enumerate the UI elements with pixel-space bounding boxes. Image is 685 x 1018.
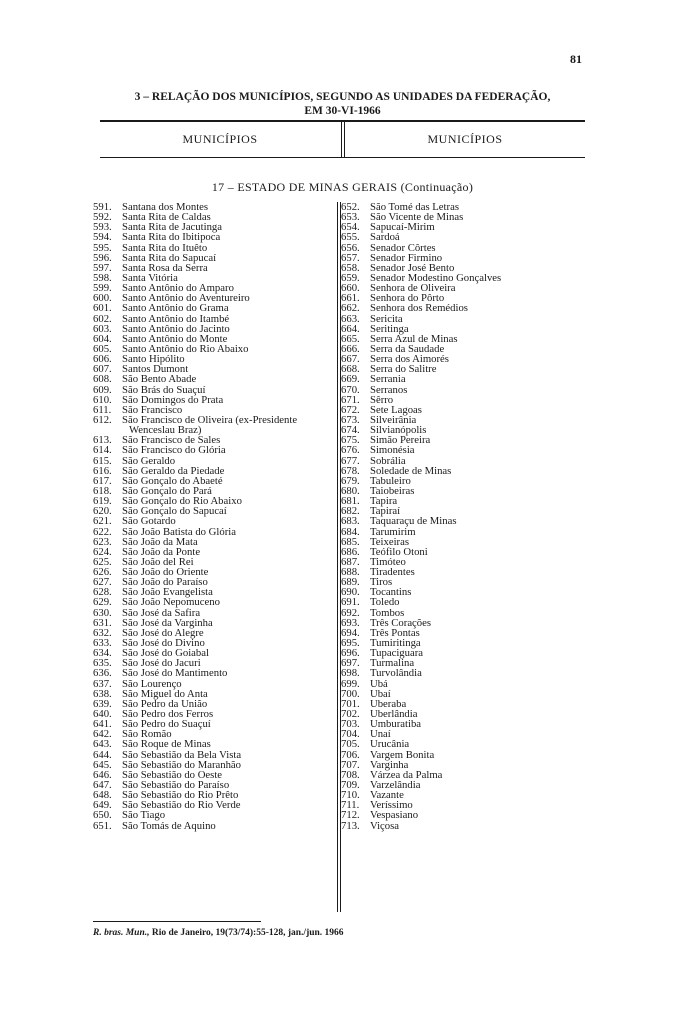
municipality-name: Senhora dos Remédios (370, 302, 468, 315)
municipality-name: Santa Rita do Ibitipoca (122, 231, 221, 244)
municipality-number: 592. (93, 211, 112, 224)
municipality-entry (93, 821, 336, 831)
municipality-name: São João do Oriente (122, 566, 209, 579)
municipality-number: 678. (341, 464, 360, 477)
municipality-name: São Francisco (122, 403, 183, 416)
municipality-number: 660. (341, 282, 360, 295)
municipality-number: 639. (93, 697, 112, 710)
municipality-name: São Pedro dos Ferros (122, 708, 214, 721)
municipality-name: São Geraldo da Piedade (122, 464, 225, 477)
municipality-number: 621. (93, 515, 112, 528)
municipality-number: 676. (341, 444, 360, 457)
municipality-name: Tiradentes (370, 566, 415, 579)
municipality-name: Tapiraí (370, 505, 401, 518)
municipality-name: Umburatiba (370, 718, 422, 731)
state-title: 17 – ESTADO DE MINAS GERAIS (Continuação) (211, 180, 474, 194)
municipality-number: 649. (93, 799, 112, 812)
municipality-number: 698. (341, 667, 360, 680)
footer-citation (93, 928, 344, 938)
municipality-name: Uberaba (370, 697, 407, 710)
municipality-number: 711. (341, 799, 360, 812)
municipality-number: 633. (93, 637, 112, 650)
municipality-number: 692. (341, 606, 360, 619)
municipality-name: Soledade de Minas (370, 464, 452, 477)
municipality-number: 673. (341, 413, 360, 426)
municipality-number: 655. (341, 231, 360, 244)
municipality-name: São José do Divino (122, 637, 205, 650)
municipality-name: São José do Jacuri (122, 657, 201, 670)
municipality-name: Teixeiras (370, 535, 410, 548)
municipality-name: Tombos (370, 606, 405, 619)
municipality-name: Unaí (370, 728, 391, 741)
municipality-name: São Tiago (122, 809, 166, 822)
municipality-name: São Sebastião da Bela Vista (122, 748, 242, 761)
municipality-number: 675. (341, 434, 360, 447)
municipality-number: 593. (93, 221, 112, 234)
municipality-name: Varzelândia (370, 779, 421, 792)
municipality-number: 701. (341, 697, 360, 710)
municipality-number: 596. (93, 251, 112, 264)
municipality-number: 632. (93, 626, 112, 639)
municipality-number: 647. (93, 779, 112, 792)
municipality-number: 629. (93, 596, 112, 609)
municipality-number: 597. (93, 261, 112, 274)
municipality-number: 598. (93, 271, 112, 284)
municipality-name: São José da Safira (122, 606, 201, 619)
left-municipality-list (93, 202, 336, 831)
municipality-number: 610. (93, 393, 112, 406)
municipality-number: 628. (93, 586, 112, 599)
municipality-number: 641. (93, 718, 112, 731)
municipality-number: 702. (341, 708, 360, 721)
municipality-number: 672. (341, 403, 360, 416)
municipality-name: São Gonçalo do Abaeté (122, 474, 223, 487)
municipality-number: 705. (341, 738, 360, 751)
municipality-number: 618. (93, 484, 112, 497)
municipality-number: 703. (341, 718, 360, 731)
municipality-number: 602. (93, 312, 112, 325)
municipality-name: Simão Pereira (370, 434, 431, 447)
municipality-name: São Tomás de Aquino (122, 819, 216, 832)
municipality-entry (341, 821, 586, 831)
municipality-name: Serra Azul de Minas (370, 332, 458, 345)
municipality-number: 612. (93, 413, 112, 426)
municipality-number: 616. (93, 464, 112, 477)
municipality-name: São Romão (122, 728, 172, 741)
municipality-name: Santa Rita de Jacutinga (122, 221, 223, 234)
municipality-name: Taquaraçu de Minas (370, 515, 457, 528)
municipality-number: 680. (341, 484, 360, 497)
municipality-number: 622. (93, 525, 112, 538)
municipality-number: 668. (341, 363, 360, 376)
municipality-name: Turmalina (370, 657, 415, 670)
municipality-number: 713. (341, 819, 360, 832)
municipality-number: 693. (341, 616, 360, 629)
municipality-name: São João Evangelista (122, 586, 213, 599)
municipality-name: São Pedro da União (122, 697, 208, 710)
municipality-name: Três Corações (370, 616, 432, 629)
municipality-number: 689. (341, 576, 360, 589)
municipality-number: 648. (93, 789, 112, 802)
municipality-name: Três Pontas (370, 626, 420, 639)
municipality-name: Teófilo Otoni (370, 545, 428, 558)
municipality-number: 677. (341, 454, 360, 467)
municipality-number: 646. (93, 768, 112, 781)
municipality-name: Vazante (370, 789, 404, 802)
municipality-name: São José do Goiabal (122, 647, 209, 660)
municipality-number: 640. (93, 708, 112, 721)
municipality-name: Santa Rita do Sapucaí (122, 251, 217, 264)
municipality-name: Sapucaí-Mirim (370, 221, 435, 234)
municipality-number: 625. (93, 555, 112, 568)
municipality-name: Simonésia (370, 444, 415, 457)
municipality-name: Ubá (370, 677, 388, 690)
municipality-name: São Bento Abade (122, 373, 197, 386)
municipality-number: 626. (93, 566, 112, 579)
municipality-name: Santo Hipólito (122, 353, 185, 366)
municipality-number: 686. (341, 545, 360, 558)
municipality-name: São João da Mata (122, 535, 198, 548)
municipality-number: 600. (93, 292, 112, 305)
municipality-name: Uberlândia (370, 708, 418, 721)
municipality-number: 620. (93, 505, 112, 518)
municipality-name: São José da Varginha (122, 616, 213, 629)
municipality-name: Sericita (370, 312, 403, 325)
municipality-number: 694. (341, 626, 360, 639)
municipality-name: São Domingos do Prata (122, 393, 224, 406)
municipality-name: São Francisco de Sales (122, 434, 221, 447)
municipality-name: Silvianópolis (370, 424, 427, 437)
municipality-name: Tiros (370, 576, 393, 589)
municipality-name: São Pedro do Suaçuí (122, 718, 211, 731)
municipality-number: 670. (341, 383, 360, 396)
municipality-name: Viçosa (370, 819, 400, 832)
municipality-number: 642. (93, 728, 112, 741)
municipality-number: 614. (93, 444, 112, 457)
municipality-name: São Sebastião do Maranhão (122, 758, 242, 771)
municipality-name: São Gonçalo do Pará (122, 484, 212, 497)
municipality-number: 637. (93, 677, 112, 690)
municipality-number: 650. (93, 809, 112, 822)
municipality-name: São Tomé das Letras (370, 201, 459, 213)
municipality-name: São Gotardo (122, 515, 176, 528)
municipality-name: Santa Rosa da Serra (122, 261, 208, 274)
municipality-number: 624. (93, 545, 112, 558)
municipality-name: Senador Modestino Gonçalves (370, 271, 502, 284)
municipality-number: 617. (93, 474, 112, 487)
municipality-number: 654. (341, 221, 360, 234)
municipality-number: 623. (93, 535, 112, 548)
municipality-name: São João del Rei (122, 555, 194, 568)
municipality-name: São João Batista do Glória (122, 525, 236, 538)
municipality-name: São João do Paraíso (122, 576, 208, 589)
municipality-number: 608. (93, 373, 112, 386)
municipality-name: Várzea da Palma (370, 768, 443, 781)
page-number: 81 (570, 52, 582, 66)
municipality-name: São Sebastião do Rio Prêto (122, 789, 239, 802)
section-title (100, 90, 585, 118)
municipality-number: 604. (93, 332, 112, 345)
municipality-name: Tapira (370, 495, 398, 508)
municipality-name: Serra do Salitre (370, 363, 437, 376)
municipality-name: Tabuleiro (370, 474, 411, 487)
municipality-number: 706. (341, 748, 360, 761)
municipality-number: 664. (341, 322, 360, 335)
right-municipality-list (341, 202, 586, 831)
municipality-number: 657. (341, 251, 360, 264)
municipality-number: 683. (341, 515, 360, 528)
municipality-number: 709. (341, 779, 360, 792)
municipality-number: 682. (341, 505, 360, 518)
municipality-number: 635. (93, 657, 112, 670)
municipality-number: 594. (93, 231, 112, 244)
column-header-left: MUNICÍPIOS (182, 132, 258, 146)
municipality-number: 627. (93, 576, 112, 589)
municipality-number: 643. (93, 738, 112, 751)
municipality-number: 665. (341, 332, 360, 345)
municipality-name: Serrania (370, 373, 406, 386)
municipality-name: Santo Antônio do Aventureiro (122, 292, 250, 305)
municipality-name: Santo Antônio do Rio Abaixo (122, 342, 249, 355)
municipality-number: 630. (93, 606, 112, 619)
municipality-name: São Roque de Minas (122, 738, 211, 751)
municipality-name: São Sebastião do Oeste (122, 768, 223, 781)
municipality-number: 704. (341, 728, 360, 741)
municipality-number: 671. (341, 393, 360, 406)
municipality-name: São Gonçalo do Rio Abaixo (122, 495, 242, 508)
municipality-name: Santo Antônio do Jacinto (122, 322, 230, 335)
municipality-number: 591. (93, 201, 112, 213)
municipality-name: Sobrália (370, 454, 406, 467)
municipality-name: Tarumirim (370, 525, 416, 538)
municipality-name: Urucânia (370, 738, 410, 751)
footer-rule (93, 921, 261, 922)
section-title-line-1: 3 – RELAÇÃO DOS MUNICÍPIOS, SEGUNDO AS UNIDADES DA FEDERAÇÃO, (134, 91, 551, 103)
municipality-number: 667. (341, 353, 360, 366)
municipality-number: 690. (341, 586, 360, 599)
municipality-number: 697. (341, 657, 360, 670)
municipality-number: 645. (93, 758, 112, 771)
municipality-number: 699. (341, 677, 360, 690)
municipality-name: Santos Dumont (122, 363, 189, 376)
municipality-number: 700. (341, 687, 360, 700)
municipality-number: 631. (93, 616, 112, 629)
municipality-name: Turvolândia (370, 667, 422, 680)
municipality-number: 638. (93, 687, 112, 700)
municipality-name: Serranos (370, 383, 408, 396)
municipality-number: 688. (341, 566, 360, 579)
municipality-number: 696. (341, 647, 360, 660)
municipality-name: São João Nepomuceno (122, 596, 220, 609)
municipality-number: 595. (93, 241, 112, 254)
municipality-name: Sardoá (370, 231, 400, 244)
municipality-name: São Vicente de Minas (370, 211, 464, 224)
municipality-name: São Francisco do Glória (122, 444, 226, 457)
municipality-name: Sete Lagoas (370, 403, 422, 416)
municipality-name: Toledo (370, 596, 400, 609)
municipality-number: 603. (93, 322, 112, 335)
municipality-number: 679. (341, 474, 360, 487)
municipality-number: 707. (341, 758, 360, 771)
municipality-number: 669. (341, 373, 360, 386)
section-title-line-2: EM 30-VI-1966 (304, 105, 381, 117)
municipality-name: Senador Côrtes (370, 241, 436, 254)
municipality-number: 653. (341, 211, 360, 224)
municipality-number: 613. (93, 434, 112, 447)
municipality-number: 666. (341, 342, 360, 355)
municipality-name: Senhora do Pôrto (370, 292, 445, 305)
municipality-name: Senador Firmino (370, 251, 443, 264)
municipality-name: São Geraldo (122, 454, 176, 467)
municipality-name: Santo Antônio do Itambé (122, 312, 230, 325)
municipality-number: 656. (341, 241, 360, 254)
municipality-name: Varginha (370, 758, 409, 771)
column-header-right: MUNICÍPIOS (427, 132, 503, 146)
municipality-number: 687. (341, 555, 360, 568)
municipality-name: Seritinga (370, 322, 409, 335)
municipality-number: 609. (93, 383, 112, 396)
municipality-name: Silveirânia (370, 413, 417, 426)
municipality-name: São Brás do Suaçuí (122, 383, 206, 396)
municipality-name: São José do Alegre (122, 626, 204, 639)
municipality-name: Serra da Saudade (370, 342, 445, 355)
footer-journal: R. bras. Mun., (93, 928, 150, 938)
footer-citation-text: Rio de Janeiro, 19(73/74):55-128, jan./jun. 1966 (149, 928, 344, 938)
municipality-name: São Gonçalo do Sapucaí (122, 505, 227, 518)
municipality-number: 658. (341, 261, 360, 274)
municipality-name: São Lourenço (122, 677, 182, 690)
municipality-name: São Sebastião do Rio Verde (122, 799, 241, 812)
municipality-number: 712. (341, 809, 360, 822)
municipality-number: 708. (341, 768, 360, 781)
municipality-number: 691. (341, 596, 360, 609)
municipality-number: 634. (93, 647, 112, 660)
municipality-name: Vargem Bonita (370, 748, 435, 761)
municipality-number: 611. (93, 403, 112, 416)
municipality-number: 695. (341, 637, 360, 650)
municipality-name: Santa Rita do Ituêto (122, 241, 208, 254)
municipality-number: 636. (93, 667, 112, 680)
municipality-number: 644. (93, 748, 112, 761)
municipality-number: 661. (341, 292, 360, 305)
municipality-number: 619. (93, 495, 112, 508)
municipality-name: Santa Vitória (122, 271, 178, 284)
municipality-name: Santo Antônio do Amparo (122, 282, 234, 295)
municipality-name: Senhora de Oliveira (370, 282, 456, 295)
municipality-number: 710. (341, 789, 360, 802)
municipality-number: 599. (93, 282, 112, 295)
municipality-number: 606. (93, 353, 112, 366)
header-bottom-rule (100, 157, 585, 158)
municipality-name: São Miguel do Anta (122, 687, 208, 700)
municipality-number: 605. (93, 342, 112, 355)
municipality-name: Tumiritinga (370, 637, 421, 650)
municipality-name: Serra dos Aimorés (370, 353, 449, 366)
municipality-name: São José do Mantimento (122, 667, 228, 680)
municipality-number: 685. (341, 535, 360, 548)
municipality-name: Wenceslau Braz) (129, 424, 202, 437)
municipality-name: Santo Antônio do Monte (122, 332, 228, 345)
municipality-number: 662. (341, 302, 360, 315)
municipality-number: 663. (341, 312, 360, 325)
municipality-name: Veríssimo (370, 799, 413, 812)
municipality-number: 652. (341, 201, 360, 213)
municipality-name: Tocantins (370, 586, 412, 599)
municipality-name: Timóteo (370, 555, 406, 568)
municipality-name: São Francisco de Oliveira (ex-Presidente (122, 413, 298, 426)
municipality-name: Vespasiano (370, 809, 419, 822)
municipality-number: 651. (93, 819, 112, 832)
municipality-number: 684. (341, 525, 360, 538)
municipality-name: Senador José Bento (370, 261, 455, 274)
municipality-number: 681. (341, 495, 360, 508)
municipality-number: 659. (341, 271, 360, 284)
municipality-number: 607. (93, 363, 112, 376)
municipality-name: São João da Ponte (122, 545, 201, 558)
municipality-name: Ubaí (370, 687, 391, 700)
municipality-number: 674. (341, 424, 360, 437)
municipality-name: Santa Rita de Caldas (122, 211, 211, 224)
municipality-number: 615. (93, 454, 112, 467)
municipality-name: Santo Antônio do Grama (122, 302, 229, 315)
municipality-name: Tupaciguara (370, 647, 424, 660)
municipality-name: São Sebastião do Paraíso (122, 779, 230, 792)
municipality-name: Taiobeiras (370, 484, 415, 497)
municipality-name: Sêrro (370, 393, 394, 406)
municipality-number: 601. (93, 302, 112, 315)
municipality-name: Santana dos Montes (122, 201, 209, 213)
